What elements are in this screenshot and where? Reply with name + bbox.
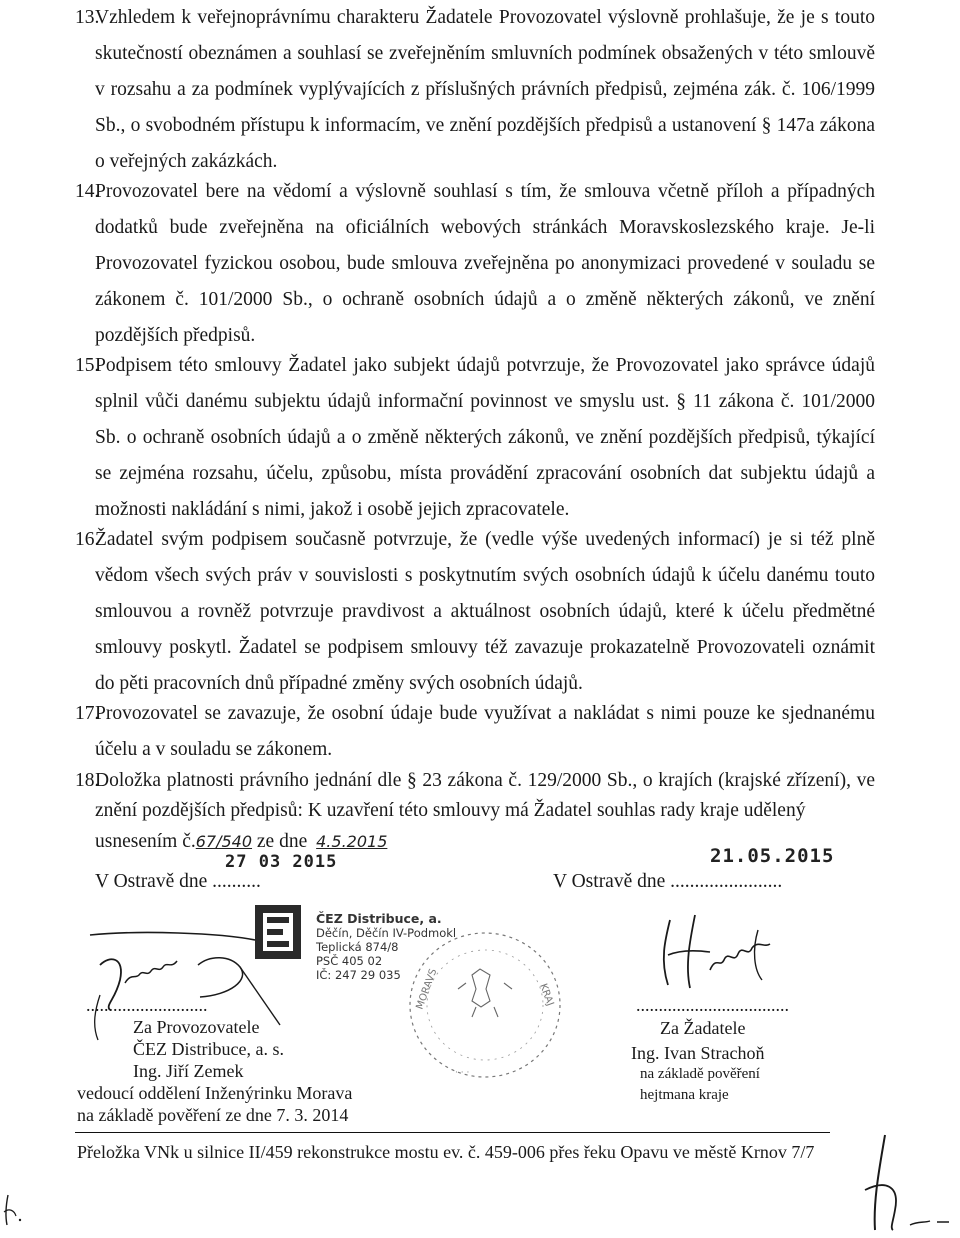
footer-text: Přeložka VNk u silnice II/459 rekonstrukce mostu ev. č. 459-006 přes řeku Opavu ve městě Krnov 7/7	[77, 1142, 815, 1162]
svg-text:KRAJ: KRAJ	[537, 982, 556, 1008]
stamp-line: ČEZ Distribuce, a.	[316, 911, 442, 926]
resolution-line	[95, 830, 387, 854]
signatory-left-function	[77, 1082, 352, 1126]
signatory-right-authority	[640, 1064, 760, 1106]
resolution-mid: ze dne	[256, 831, 308, 852]
place-date-right	[553, 870, 782, 894]
signatory-line: Ing. Ivan Strachoň	[631, 1043, 765, 1063]
resolution-prefix: usnesením č.	[95, 831, 196, 852]
signatory-line: vedoucí oddělení Inženýrinku Morava	[77, 1083, 353, 1103]
zadatel-signature-icon	[640, 910, 800, 1000]
signatory-line: hejtmana kraje	[640, 1087, 729, 1103]
section-18	[75, 766, 875, 826]
signatory-line: Za Žadatele	[660, 1018, 746, 1038]
signatory-line: ČEZ Distribuce, a. s.	[133, 1039, 284, 1059]
resolution-number: 67/540	[195, 832, 253, 851]
section-number: 16.	[75, 529, 100, 550]
signatory-line: Za Provozovatele	[133, 1017, 260, 1037]
signatory-left-role	[133, 1016, 284, 1082]
section-number: 15.	[75, 355, 100, 376]
official-round-seal-icon	[400, 925, 570, 1085]
resolution-date: 4.5.2015	[316, 832, 388, 851]
section-text: Provozovatel se zavazuje, že osobní údaje bude využívat a nakládat s nimi pouze ke sjednanému účelu a v souladu se zákonem.	[95, 703, 875, 760]
section-text: Podpisem této smlouvy Žadatel jako subjekt údajů potvrzuje, že Provozovatel jako správce údajů splnil vůči danému subjektu údajů informační povinnost ve smyslu ust. § 11 zákona č. 101/2000 Sb. o ochraně osobních údajů a o změně některých zákonů, ve znění pozdějších předpisů, týkající se zejména rozsahu, účelu, způsobu, místa provádění zpracování osobních dat subjektu údajů a možnosti nakládání s nimi, jakož i osobě jejich zpracovatele.	[95, 355, 875, 520]
signatory-line: Ing. Jiří Zemek	[133, 1061, 244, 1081]
section-number: 17.	[75, 703, 100, 724]
section-text: Vzhledem k veřejnoprávnímu charakteru Žadatele Provozovatel výslovně prohlašuje, že je s touto skutečností obeznámen a souhlasí se zveřejněním smluvních podmínek obsažených v této smlouvě v rozsahu a za podmínek vyplývajících z příslušných právních předpisů, zejména zák. č. 106/1999 Sb., o svobodném přístupu k informacím, ve znění pozdějších předpisů a ustanovení § 147a zákona o veřejných zakázkách.	[95, 7, 875, 172]
section-text: Žadatel svým podpisem současně potvrzuje, že (vedle výše uvedených informací) je si též plně vědom všech svých práv v souvislosti s poskytnutím svých osobních údajů k účelu danému touto smlouvou a rovněž potvrzuje pravdivost a aktuálnost osobních údajů, které k účelu předmětné smlouvy poskytl. Žadatel se podpisem smlouvy též zavazuje prokazatelně Provozovateli oznámit do pěti pracovních dnů případné změny svých osobních údajů.	[95, 529, 875, 694]
section-16	[75, 522, 875, 702]
stamp-line: Teplická 874/8	[316, 940, 399, 954]
section-17	[75, 696, 875, 768]
signature-dots: ..................................	[636, 995, 789, 1015]
place-label: V Ostravě dne	[95, 871, 208, 892]
signatory-right-name	[631, 1042, 764, 1064]
signatory-line: na základě pověření	[640, 1066, 760, 1082]
signatory-right-role	[660, 1017, 745, 1039]
stamp-line: Děčín, Děčín IV-Podmokl	[316, 926, 457, 940]
svg-text:· · ·: · · ·	[455, 1068, 470, 1078]
signatory-line: na základě pověření ze dne 7. 3. 2014	[77, 1105, 349, 1125]
signatory-right	[636, 994, 789, 1016]
received-date-stamp-right: 21.05.2015	[710, 845, 835, 867]
place-date-left	[95, 870, 261, 894]
section-14	[75, 174, 875, 354]
footer-divider	[75, 1132, 830, 1133]
section-13	[75, 0, 875, 180]
svg-text:MORAVS: MORAVS	[414, 967, 440, 1012]
section-number: 13.	[75, 7, 100, 28]
section-15	[75, 348, 875, 528]
signature-dots: ...........................	[86, 995, 208, 1015]
date-dots: ..........	[212, 871, 261, 892]
date-dots: .......................	[670, 871, 783, 892]
section-text: Doložka platnosti právního jednání dle § 23 zákona č. 129/2000 Sb., o krajích (krajské zřízení), ve znění pozdějších předpisů: K uzavření této smlouvy má Žadatel souhlas rady kraje udělený	[95, 770, 875, 821]
margin-initial-icon	[0, 1190, 40, 1230]
received-date-stamp-left: 27 03 2015	[225, 852, 338, 872]
page-initials-icon	[855, 1130, 955, 1235]
stamp-line: IČ: 247 29 035	[316, 968, 401, 982]
signatory-left	[86, 994, 208, 1016]
section-number: 18.	[75, 770, 100, 791]
stamp-line: PSČ 405 02	[316, 954, 383, 968]
place-label: V Ostravě dne	[553, 871, 666, 892]
section-number: 14.	[75, 181, 100, 202]
section-text: Provozovatel bere na vědomí a výslovně souhlasí s tím, že smlouva včetně příloh a případných dodatků bude zveřejněna na oficiálních webových stránkách Moravskoslezského kraje. Je-li Provozovatel fyzickou osobou, bude smlouva zveřejněna po anonymizaci provedené v souladu se zákonem č. 101/2000 Sb., o ochraně osobních údajů a o změně některých zákonů, ve znění pozdějších předpisů.	[95, 181, 875, 346]
